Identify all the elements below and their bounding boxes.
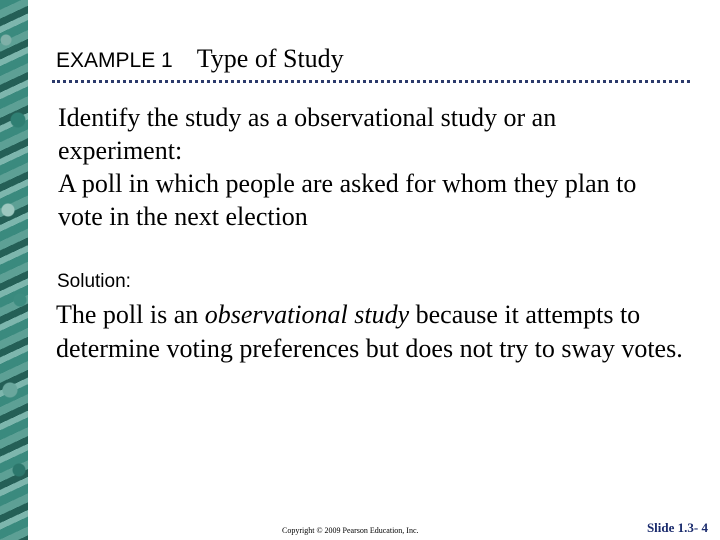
solution-emphasis: observational study <box>204 300 410 329</box>
solution-label: Solution: <box>57 271 131 292</box>
solution-text <box>56 298 696 366</box>
slide-header <box>56 44 344 76</box>
solution-text-end: because it attempts to determine voting preferences but does not try to sway votes. <box>56 300 683 363</box>
slide-number: Slide 1.3- 4 <box>646 520 708 535</box>
question-text <box>58 101 708 233</box>
solution-text-start: The poll is an <box>56 300 205 329</box>
slide-title: Type of Study <box>196 44 344 73</box>
question-line: vote in the next election <box>58 202 308 231</box>
example-label: EXAMPLE 1 <box>56 49 173 72</box>
question-line: Identify the study as a observational study or an <box>58 103 557 132</box>
question-line: A poll in which people are asked for whom they plan to <box>58 169 637 198</box>
dotted-divider <box>52 80 690 83</box>
question-line: experiment: <box>58 136 183 165</box>
decorative-side-strip <box>0 0 28 540</box>
copyright-notice: Copyright © 2009 Pearson Education, Inc. <box>282 526 419 535</box>
